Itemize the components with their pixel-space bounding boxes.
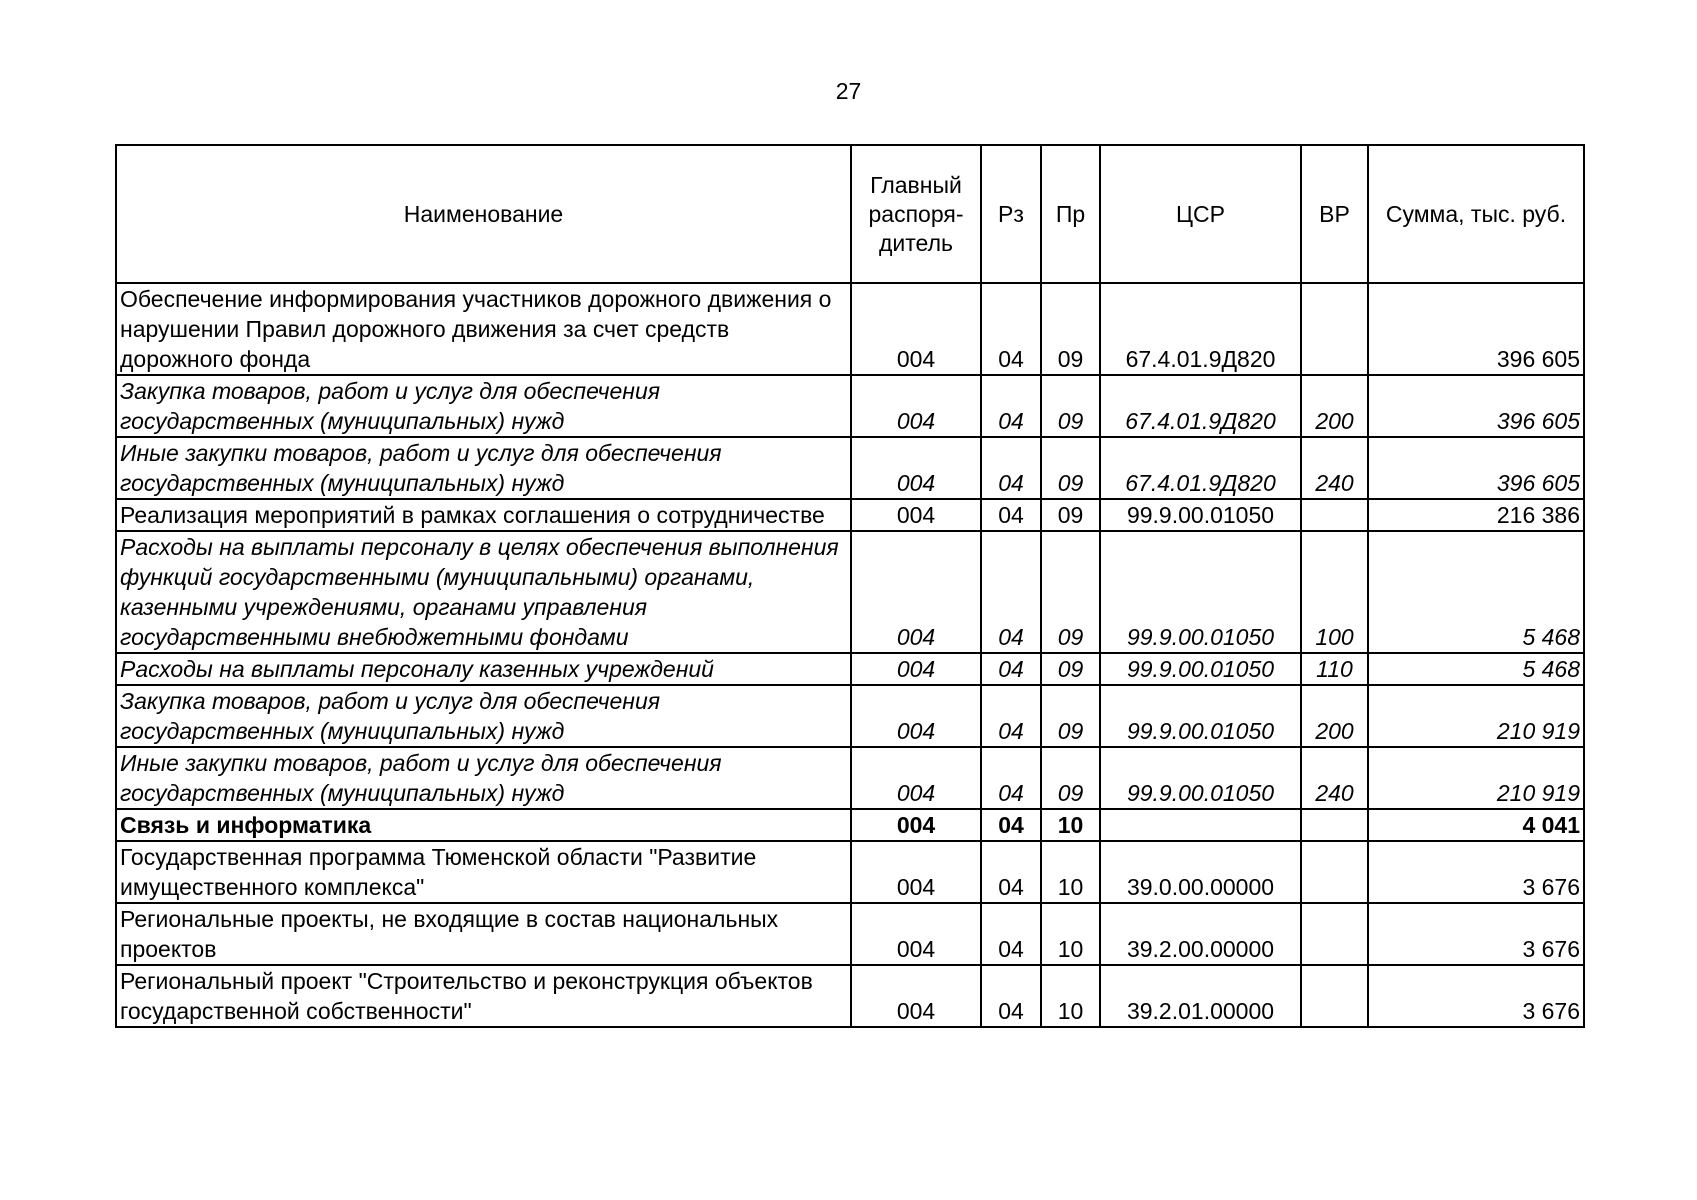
cell-csr: 99.9.00.01050 xyxy=(1100,747,1301,809)
cell-rz: 04 xyxy=(981,437,1041,499)
cell-rz: 04 xyxy=(981,841,1041,903)
cell-pr: 09 xyxy=(1041,531,1100,653)
cell-pr: 10 xyxy=(1041,841,1100,903)
cell-pr: 10 xyxy=(1041,903,1100,965)
cell-sum: 396 605 xyxy=(1368,375,1584,437)
cell-manager: 004 xyxy=(851,747,981,809)
table-row xyxy=(116,531,1584,653)
cell-csr: 39.0.00.00000 xyxy=(1100,841,1301,903)
cell-rz: 04 xyxy=(981,809,1041,841)
cell-pr: 09 xyxy=(1041,653,1100,685)
budget-table xyxy=(115,144,1585,1028)
cell-name: Закупка товаров, работ и услуг для обеспечения государственных (муниципальных) нужд xyxy=(116,375,851,437)
cell-pr: 10 xyxy=(1041,809,1100,841)
header-vr: ВР xyxy=(1301,145,1368,283)
cell-csr xyxy=(1100,809,1301,841)
cell-vr: 200 xyxy=(1301,375,1368,437)
table-header-row xyxy=(116,145,1584,283)
cell-manager: 004 xyxy=(851,841,981,903)
table-row xyxy=(116,375,1584,437)
cell-name: Реализация мероприятий в рамках соглашения о сотрудничестве xyxy=(116,499,851,531)
table-row xyxy=(116,437,1584,499)
cell-name: Расходы на выплаты персоналу в целях обеспечения выполнения функций государственными (муниципальными) органами, казенными учреждениями, органами управления государственными внебюджетными фондами xyxy=(116,531,851,653)
cell-manager: 004 xyxy=(851,375,981,437)
cell-manager: 004 xyxy=(851,531,981,653)
cell-rz: 04 xyxy=(981,283,1041,375)
table-row xyxy=(116,809,1584,841)
cell-sum: 3 676 xyxy=(1368,965,1584,1027)
cell-sum: 396 605 xyxy=(1368,437,1584,499)
table-row xyxy=(116,841,1584,903)
cell-rz: 04 xyxy=(981,747,1041,809)
cell-vr: 240 xyxy=(1301,747,1368,809)
cell-sum: 3 676 xyxy=(1368,903,1584,965)
header-csr: ЦСР xyxy=(1100,145,1301,283)
cell-manager: 004 xyxy=(851,685,981,747)
cell-csr: 99.9.00.01050 xyxy=(1100,531,1301,653)
cell-rz: 04 xyxy=(981,685,1041,747)
cell-pr: 09 xyxy=(1041,685,1100,747)
cell-sum: 3 676 xyxy=(1368,841,1584,903)
table-row xyxy=(116,747,1584,809)
cell-name: Связь и информатика xyxy=(116,809,851,841)
cell-csr: 39.2.01.00000 xyxy=(1100,965,1301,1027)
cell-rz: 04 xyxy=(981,965,1041,1027)
cell-rz: 04 xyxy=(981,375,1041,437)
cell-vr: 110 xyxy=(1301,653,1368,685)
cell-vr xyxy=(1301,283,1368,375)
cell-name: Региональный проект "Строительство и реконструкция объектов государственной собственности" xyxy=(116,965,851,1027)
cell-manager: 004 xyxy=(851,809,981,841)
cell-csr: 99.9.00.01050 xyxy=(1100,685,1301,747)
cell-vr xyxy=(1301,809,1368,841)
cell-name: Государственная программа Тюменской области "Развитие имущественного комплекса" xyxy=(116,841,851,903)
cell-sum: 4 041 xyxy=(1368,809,1584,841)
cell-csr: 67.4.01.9Д820 xyxy=(1100,375,1301,437)
cell-rz: 04 xyxy=(981,499,1041,531)
cell-vr xyxy=(1301,499,1368,531)
cell-pr: 09 xyxy=(1041,437,1100,499)
cell-manager: 004 xyxy=(851,903,981,965)
cell-rz: 04 xyxy=(981,903,1041,965)
cell-pr: 09 xyxy=(1041,747,1100,809)
cell-name: Региональные проекты, не входящие в состав национальных проектов xyxy=(116,903,851,965)
cell-vr xyxy=(1301,841,1368,903)
cell-csr: 67.4.01.9Д820 xyxy=(1100,437,1301,499)
table-row xyxy=(116,685,1584,747)
cell-pr: 09 xyxy=(1041,375,1100,437)
header-manager: Главный распоря-дитель xyxy=(851,145,981,283)
cell-name: Иные закупки товаров, работ и услуг для обеспечения государственных (муниципальных) нужд xyxy=(116,437,851,499)
table-row xyxy=(116,965,1584,1027)
cell-pr: 09 xyxy=(1041,283,1100,375)
header-pr: Пр xyxy=(1041,145,1100,283)
table-row xyxy=(116,283,1584,375)
cell-vr: 240 xyxy=(1301,437,1368,499)
cell-name: Закупка товаров, работ и услуг для обеспечения государственных (муниципальных) нужд xyxy=(116,685,851,747)
cell-csr: 39.2.00.00000 xyxy=(1100,903,1301,965)
cell-pr: 10 xyxy=(1041,965,1100,1027)
cell-rz: 04 xyxy=(981,531,1041,653)
cell-manager: 004 xyxy=(851,283,981,375)
table-body xyxy=(116,283,1584,1027)
header-sum: Сумма, тыс. руб. xyxy=(1368,145,1584,283)
cell-csr: 67.4.01.9Д820 xyxy=(1100,283,1301,375)
cell-sum: 210 919 xyxy=(1368,747,1584,809)
cell-manager: 004 xyxy=(851,965,981,1027)
cell-sum: 5 468 xyxy=(1368,531,1584,653)
cell-csr: 99.9.00.01050 xyxy=(1100,653,1301,685)
cell-name: Обеспечение информирования участников дорожного движения о нарушении Правил дорожного движения за счет средств дорожного фонда xyxy=(116,283,851,375)
cell-name: Иные закупки товаров, работ и услуг для обеспечения государственных (муниципальных) нужд xyxy=(116,747,851,809)
page-number: 27 xyxy=(835,78,862,104)
cell-sum: 396 605 xyxy=(1368,283,1584,375)
header-name: Наименование xyxy=(116,145,851,283)
table-row xyxy=(116,653,1584,685)
cell-name: Расходы на выплаты персоналу казенных учреждений xyxy=(116,653,851,685)
cell-vr: 200 xyxy=(1301,685,1368,747)
table-row xyxy=(116,499,1584,531)
cell-pr: 09 xyxy=(1041,499,1100,531)
cell-sum: 216 386 xyxy=(1368,499,1584,531)
cell-manager: 004 xyxy=(851,437,981,499)
cell-manager: 004 xyxy=(851,653,981,685)
cell-vr xyxy=(1301,965,1368,1027)
cell-vr xyxy=(1301,903,1368,965)
cell-manager: 004 xyxy=(851,499,981,531)
header-rz: Рз xyxy=(981,145,1041,283)
cell-sum: 210 919 xyxy=(1368,685,1584,747)
cell-vr: 100 xyxy=(1301,531,1368,653)
cell-csr: 99.9.00.01050 xyxy=(1100,499,1301,531)
cell-rz: 04 xyxy=(981,653,1041,685)
table-row xyxy=(116,903,1584,965)
cell-sum: 5 468 xyxy=(1368,653,1584,685)
